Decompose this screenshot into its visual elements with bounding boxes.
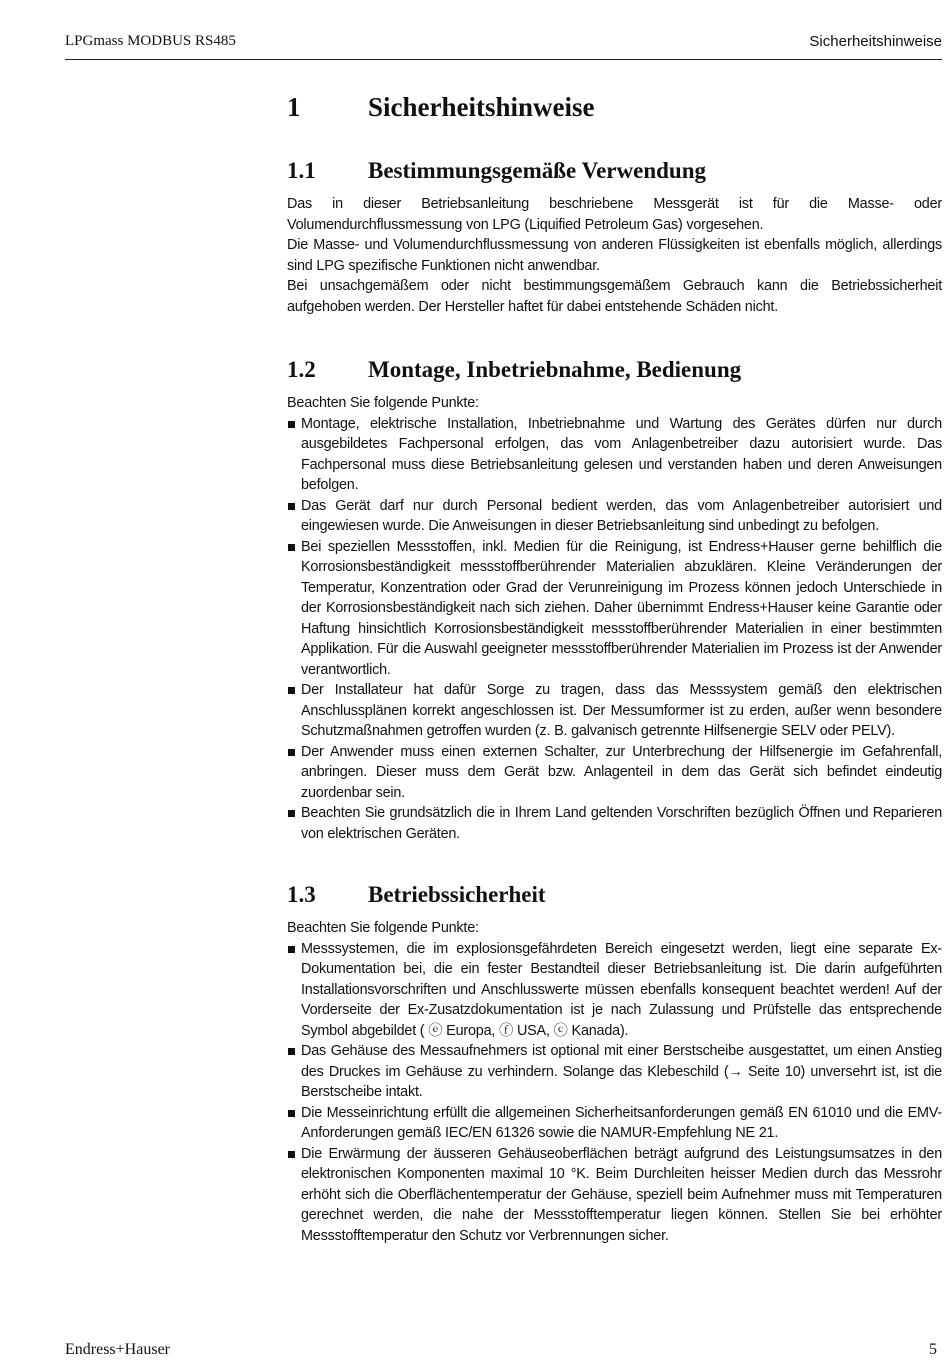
list-item	[287, 496, 942, 537]
bullet-icon	[288, 544, 295, 551]
section-title: Betriebssicherheit	[368, 882, 546, 907]
list-item	[287, 414, 942, 496]
section-number: 1.3	[287, 882, 316, 907]
list-item-text: Der Installateur hat dafür Sorge zu tragen, dass das Messsystem gemäß den elektrischen Anschlussplänen korrekt angeschlossen ist. Der Messumformer ist zu erden, außer wenn besondere Schutzmaßnahmen getroffen wurden (z. B. galvanisch getrennte Hilfsenergie SELV oder PELV).	[301, 682, 942, 739]
bullet-icon	[288, 810, 295, 817]
list-item	[287, 1144, 942, 1247]
bullet-icon	[288, 1048, 295, 1055]
section-1-1	[287, 158, 942, 317]
bullet-icon	[288, 503, 295, 510]
section-title: Montage, Inbetriebnahme, Bedienung	[368, 357, 742, 382]
bullet-icon	[288, 749, 295, 756]
list-item	[287, 537, 942, 681]
page-content	[287, 92, 942, 1246]
list-item	[287, 680, 942, 742]
list-item-text: Das Gehäuse des Messaufnehmers ist optional mit einer Berstscheibe ausgestattet, um einen Anstieg des Druckes im Gehäuse zu verhindern. Solange das Klebeschild (→ Seite 10) unversehrt ist, ist die Berstscheibe intakt.	[301, 1043, 942, 1100]
chapter-title: Sicherheitshinweise	[368, 92, 595, 122]
chapter-number: 1	[287, 92, 301, 122]
paragraph: Bei unsachgemäßem oder nicht bestimmungsgemäßem Gebrauch kann die Betriebssicherheit aufgehoben werden. Der Hersteller haftet für dabei entstehende Schäden nicht.	[287, 278, 942, 315]
section-1-2	[287, 357, 942, 844]
list-item	[287, 803, 942, 844]
list-intro: Beachten Sie folgende Punkte:	[287, 395, 479, 411]
list-item-text: Das Gerät darf nur durch Personal bedient werden, das vom Anlagenbetreiber autorisiert und eingewiesen wurde. Die Anweisungen in dieser Betriebsanleitung sind unbedingt zu befolgen.	[301, 497, 942, 534]
running-header-section: Sicherheitshinweise	[809, 33, 942, 50]
section-heading	[287, 882, 942, 916]
running-header-title: LPGmass MODBUS RS485	[65, 33, 236, 49]
section-heading	[287, 357, 942, 391]
list-item-text: Bei speziellen Messstoffen, inkl. Medien für die Reinigung, ist Endress+Hauser gerne behilflich die Korrosionsbeständigkeit messstoffberührender Materialien abzuklären. Kleine Veränderungen der Temperatur, Konzentration oder Grad der Verunreinigung im Prozess können jedoch Unterschiede in der Korrosionsbeständigkeit nach sich ziehen. Daher übernimmt Endress+Hauser keine Garantie oder Haftung hinsichtlich Korrosionsbeständigkeit messstoffberührender Materialien in einer bestimmten Applikation. Für die Auswahl geeigneter messstoffberührender Materialien im Prozess ist der Anwender verantwortlich.	[301, 538, 942, 678]
bullet-list	[287, 939, 942, 1247]
footer-brand: Endress+Hauser	[65, 1341, 170, 1358]
chapter-heading	[287, 92, 942, 132]
list-item-text: Der Anwender muss einen externen Schalter, zur Unterbrechung der Hilfsenergie im Gefahrenfall, anbringen. Dieser muss dem Gerät bzw. Anlagenteil in dem das Gerät sich befindet eindeutig zuordenbar sein.	[301, 743, 942, 801]
section-number: 1.2	[287, 357, 316, 382]
bullet-list	[287, 414, 942, 845]
bullet-icon	[288, 421, 295, 428]
bullet-icon	[288, 1151, 295, 1158]
paragraph: Die Masse- und Volumendurchflussmessung von anderen Flüssigkeiten ist ebenfalls möglich, allerdings sind LPG spezifische Funktionen nicht anwendbar.	[287, 237, 942, 274]
list-item-text: Die Messeinrichtung erfüllt die allgemeinen Sicherheitsanforderungen gemäß EN 61010 und die EMV-Anforderungen gemäß IEC/EN 61326 sowie die NAMUR-Empfehlung NE 21.	[301, 1104, 942, 1141]
list-item	[287, 939, 942, 1042]
bullet-icon	[288, 946, 295, 953]
list-item	[287, 1041, 942, 1103]
section-1-3	[287, 882, 942, 1246]
bullet-icon	[288, 1110, 295, 1117]
list-item-text: Montage, elektrische Installation, Inbetriebnahme und Wartung des Gerätes dürfen nur durch ausgebildetes Fachpersonal erfolgen, das vom Anlagenbetreiber dazu autorisiert wurde. Das Fachpersonal muss diese Betriebsanleitung gelesen und verstanden haben und deren Anweisungen befolgen.	[301, 415, 942, 493]
list-item-text: Die Erwärmung der äusseren Gehäuseoberflächen beträgt aufgrund des Leistungsumsatzes in den elektronischen Komponenten maximal 10 °K. Beim Durchleiten heisser Medien durch das Messrohr erhöht sich die Oberflächentemperatur der Gehäuse, speziell beim Aufnehmer muss mit Temperaturen gerechnet werden, die nahe der Messstofftemperatur liegen können. Stellen Sie bei erhöhter Messstofftemperatur den Schutz vor Verbrennungen sicher.	[301, 1145, 942, 1244]
list-intro: Beachten Sie folgende Punkte:	[287, 920, 479, 936]
header-rule	[65, 59, 942, 60]
section-number: 1.1	[287, 158, 316, 183]
paragraph: Das in dieser Betriebsanleitung beschriebene Messgerät ist für die Masse- oder Volumendurchflussmessung von LPG (Liquified Petroleum Gas) vorgesehen.	[287, 196, 942, 233]
section-heading	[287, 158, 942, 192]
list-item	[287, 742, 942, 804]
list-item-text: Beachten Sie grundsätzlich die in Ihrem Land geltenden Vorschriften bezüglich Öffnen und Reparieren von elektrischen Geräten.	[301, 805, 942, 842]
page-number: 5	[929, 1341, 937, 1358]
section-title: Bestimmungsgemäße Verwendung	[368, 158, 707, 183]
list-item	[287, 1103, 942, 1144]
bullet-icon	[288, 687, 295, 694]
list-item-text: Messsystemen, die im explosionsgefährdeten Bereich eingesetzt werden, liegt eine separate Ex-Dokumentation bei, die ein fester Bestandteil dieser Betriebsanleitung ist. Die darin aufgeführten Installationsvorschriften und Anschlusswerte müssen ebenfalls konsequent beachtet werden! Auf der Vorderseite der Ex-Zusatzdokumentation ist je nach Zulassung und Prüfstelle das entsprechende Symbol abgebildet ( ⓔ Europa, ⓕ USA, ⓒ Kanada).	[301, 940, 942, 1039]
